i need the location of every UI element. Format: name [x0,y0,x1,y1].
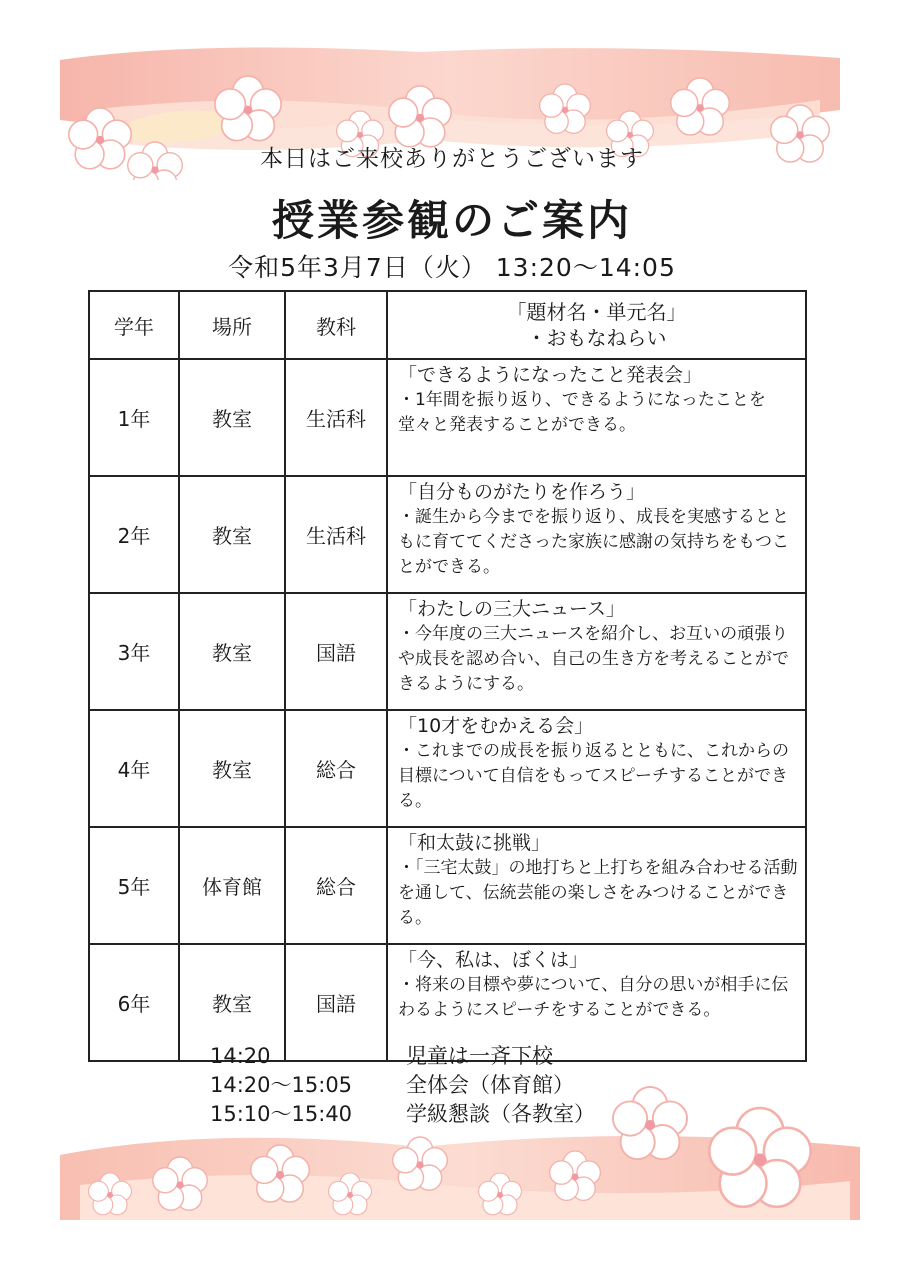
table-row [89,359,806,476]
topic-description: ・今年度の三大ニュースを紹介し、お互いの頑張りや成長を認め合い、自己の生き方を考えることができるようにする。 [398,624,789,694]
table-row [89,593,806,710]
header-grade: 学年 [89,291,179,359]
header-topic-line2: ・おもなねらい [526,326,667,350]
event-datetime: 令和5年3月7日（火） 13:20〜14:05 [228,253,676,282]
topic-cell [387,359,806,476]
topic-description: ・これまでの成長を振り返るとともに、これからの目標について自信をもってスピーチすることができる。 [398,741,789,811]
topic-cell [387,827,806,944]
topic-title: 「わたしの三大ニュース」 [398,598,626,620]
place-cell: 教室 [179,359,285,476]
topic-title: 「今、私は、ぼくは」 [398,949,589,971]
grade-cell: 4年 [89,710,179,827]
header-topic-line1: 「題材名・単元名」 [506,300,687,324]
topic-description: ・1年間を振り返り、できるようになったことを堂々と発表することができる。 [398,390,766,435]
topic-description: ・「三宅太鼓」の地打ちと上打ちを組み合わせる活動を通して、伝統芸能の楽しさをみつけることができる。 [398,858,798,928]
place-cell: 教室 [179,476,285,593]
place-cell: 体育館 [179,827,285,944]
subject-cell: 総合 [285,710,387,827]
after-time: 14:20〜15:05 [210,1073,353,1097]
place-cell: 教室 [179,710,285,827]
after-event: 児童は一斉下校 [406,1044,553,1068]
topic-title: 「10才をむかえる会」 [398,715,594,737]
subject-cell: 国語 [285,944,387,1061]
topic-cell [387,710,806,827]
topic-title: 「自分ものがたりを作ろう」 [398,481,646,503]
grade-cell: 6年 [89,944,179,1061]
after-schedule-item [210,1042,595,1071]
grade-cell: 5年 [89,827,179,944]
header-subject: 教科 [285,291,387,359]
class-observation-table [88,290,807,1062]
subject-cell: 国語 [285,593,387,710]
topic-cell [387,476,806,593]
table-row [89,476,806,593]
after-event: 学級懇談（各教室） [406,1102,595,1126]
topic-cell [387,593,806,710]
topic-description: ・誕生から今までを振り返り、成長を実感するとともに育ててくださった家族に感謝の気持ちをもつことができる。 [398,507,789,577]
after-time: 14:20 [210,1044,271,1068]
place-cell: 教室 [179,944,285,1061]
topic-title: 「できるようになったこと発表会」 [398,364,703,386]
after-schedule-item [210,1071,595,1100]
subject-cell: 生活科 [285,476,387,593]
after-event: 全体会（体育館） [406,1073,574,1097]
after-time: 15:10〜15:40 [210,1102,353,1126]
subject-cell: 生活科 [285,359,387,476]
topic-description: ・将来の目標や夢について、自分の思いが相手に伝わるようにスピーチをすることができる。 [398,975,789,1020]
header-place: 場所 [179,291,285,359]
table-header-row [89,291,806,359]
after-schedule-item [210,1100,595,1129]
grade-cell: 1年 [89,359,179,476]
table-row [89,827,806,944]
place-cell: 教室 [179,593,285,710]
grade-cell: 2年 [89,476,179,593]
grade-cell: 3年 [89,593,179,710]
topic-title: 「和太鼓に挑戦」 [398,832,551,854]
header-topic [387,291,806,359]
greeting-text: 本日はご来校ありがとうございます [260,146,644,172]
after-schedule [210,1042,595,1129]
page-title: 授業参観のご案内 [271,196,632,245]
table-row [89,710,806,827]
subject-cell: 総合 [285,827,387,944]
